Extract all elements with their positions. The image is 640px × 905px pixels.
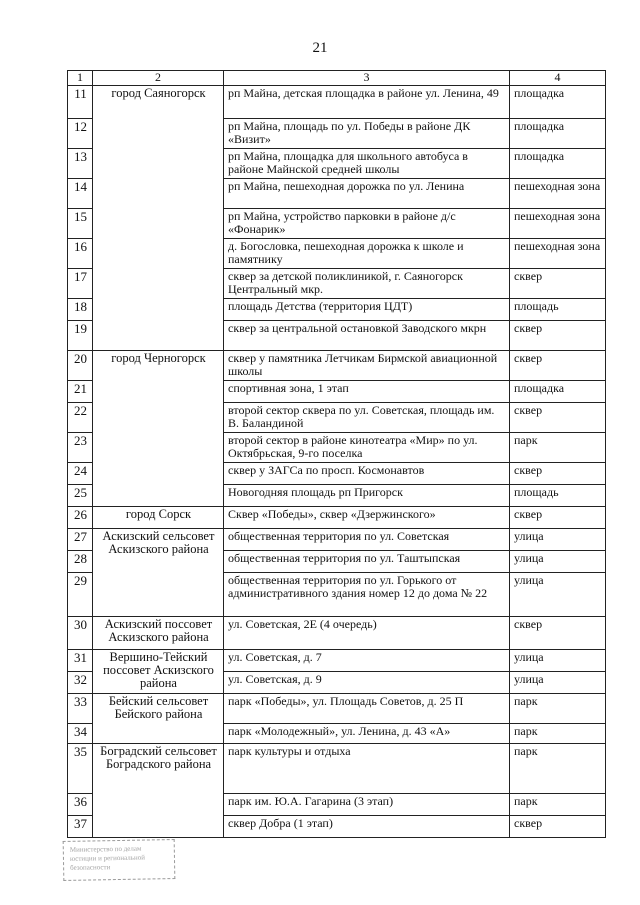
row-number: 15 (68, 209, 93, 239)
territory-type: улица (510, 551, 606, 573)
row-number: 32 (68, 672, 93, 694)
row-number: 28 (68, 551, 93, 573)
territory-type: сквер (510, 351, 606, 381)
territory-description: парк им. Ю.А. Гагарина (3 этап) (224, 794, 510, 816)
territory-description: общественная территория по ул. Советская (224, 529, 510, 551)
territory-type: сквер (510, 463, 606, 485)
table-row (68, 507, 606, 529)
locality-cell: Аскизский поссовет Аскизского района (93, 617, 224, 650)
territory-description: общественная территория по ул. Горького от административного здания номер 12 до дома № 22 (224, 573, 510, 617)
territory-type: пешеходная зона (510, 179, 606, 209)
column-header: 4 (510, 71, 606, 86)
table-row (68, 650, 606, 672)
row-number: 34 (68, 724, 93, 744)
territory-description: общественная территория по ул. Таштыпская (224, 551, 510, 573)
territory-description: рп Майна, пешеходная дорожка по ул. Ленина (224, 179, 510, 209)
row-number: 21 (68, 381, 93, 403)
row-number: 27 (68, 529, 93, 551)
territory-type: сквер (510, 507, 606, 529)
row-number: 16 (68, 239, 93, 269)
locality-cell: Вершино-Тейский поссовет Аскизского района (93, 650, 224, 694)
territory-type: парк (510, 433, 606, 463)
territory-type: парк (510, 694, 606, 724)
table-row (68, 694, 606, 724)
column-header: 2 (93, 71, 224, 86)
territory-description: сквер за центральной остановкой Заводского мкрн (224, 321, 510, 351)
territory-description: рп Майна, детская площадка в районе ул. Ленина, 49 (224, 86, 510, 119)
row-number: 31 (68, 650, 93, 672)
table-row (68, 617, 606, 650)
page-number: 21 (312, 40, 328, 56)
row-number: 33 (68, 694, 93, 724)
table-row (68, 744, 606, 794)
table-row (68, 351, 606, 381)
territory-type: улица (510, 573, 606, 617)
territory-type: площадка (510, 381, 606, 403)
row-number: 18 (68, 299, 93, 321)
row-number: 26 (68, 507, 93, 529)
territory-description: Сквер «Победы», сквер «Дзержинского» (224, 507, 510, 529)
row-number: 24 (68, 463, 93, 485)
row-number: 30 (68, 617, 93, 650)
table-header-row (68, 71, 606, 86)
locality-cell: Бейский сельсовет Бейского района (93, 694, 224, 744)
territory-type: парк (510, 724, 606, 744)
column-header: 1 (68, 71, 93, 86)
territory-type: сквер (510, 816, 606, 838)
row-number: 29 (68, 573, 93, 617)
locality-cell: город Черногорск (93, 351, 224, 507)
row-number: 17 (68, 269, 93, 299)
locality-cell: Аскизский сельсовет Аскизского района (93, 529, 224, 617)
territory-description: ул. Советская, д. 7 (224, 650, 510, 672)
locality-cell: город Сорск (93, 507, 224, 529)
territory-type: пешеходная зона (510, 209, 606, 239)
territory-description: сквер у ЗАГСа по просп. Космонавтов (224, 463, 510, 485)
row-number: 14 (68, 179, 93, 209)
territory-type: площадка (510, 86, 606, 119)
territory-description: сквер Добра (1 этап) (224, 816, 510, 838)
locality-cell: Боградский сельсовет Боградского района (93, 744, 224, 838)
territory-description: парк культуры и отдыха (224, 744, 510, 794)
territory-description: второй сектор в районе кинотеатра «Мир» по ул. Октябрьская, 9-го поселка (224, 433, 510, 463)
locality-cell: город Саяногорск (93, 86, 224, 351)
row-number: 12 (68, 119, 93, 149)
territory-description: рп Майна, площадка для школьного автобуса в районе Майнской средней школы (224, 149, 510, 179)
territory-type: площадка (510, 119, 606, 149)
territory-type: площадь (510, 485, 606, 507)
territory-description: рп Майна, площадь по ул. Победы в районе ДК «Визит» (224, 119, 510, 149)
territory-type: улица (510, 650, 606, 672)
territory-description: ул. Советская, д. 9 (224, 672, 510, 694)
row-number: 37 (68, 816, 93, 838)
territory-type: парк (510, 794, 606, 816)
column-header: 3 (224, 71, 510, 86)
territory-description: д. Богословка, пешеходная дорожка к школе и памятнику (224, 239, 510, 269)
row-number: 11 (68, 86, 93, 119)
official-stamp (63, 839, 176, 881)
stamp-line: юстиции и региональной (69, 853, 145, 863)
row-number: 36 (68, 794, 93, 816)
public-spaces-table (67, 70, 606, 838)
territory-description: площадь Детства (территория ЦДТ) (224, 299, 510, 321)
territory-description: парк «Победы», ул. Площадь Советов, д. 25 П (224, 694, 510, 724)
territory-type: площадь (510, 299, 606, 321)
stamp-line: Министерство по делам (69, 844, 142, 854)
table-row (68, 86, 606, 119)
territory-type: сквер (510, 321, 606, 351)
territory-description: Новогодняя площадь рп Пригорск (224, 485, 510, 507)
row-number: 25 (68, 485, 93, 507)
row-number: 35 (68, 744, 93, 794)
row-number: 23 (68, 433, 93, 463)
table-row (68, 529, 606, 551)
territory-type: пешеходная зона (510, 239, 606, 269)
territory-description: рп Майна, устройство парковки в районе д/с «Фонарик» (224, 209, 510, 239)
territory-type: сквер (510, 269, 606, 299)
row-number: 13 (68, 149, 93, 179)
stamp-line: безопасности (70, 863, 111, 872)
territory-description: сквер у памятника Летчикам Бирмской авиационной школы (224, 351, 510, 381)
territory-description: сквер за детской поликлиникой, г. Саяногорск Центральный мкр. (224, 269, 510, 299)
territory-description: ул. Советская, 2Е (4 очередь) (224, 617, 510, 650)
territory-type: парк (510, 744, 606, 794)
territory-type: улица (510, 672, 606, 694)
row-number: 20 (68, 351, 93, 381)
territory-description: парк «Молодежный», ул. Ленина, д. 43 «А» (224, 724, 510, 744)
territory-description: спортивная зона, 1 этап (224, 381, 510, 403)
territory-description: второй сектор сквера по ул. Советская, площадь им. В. Баландиной (224, 403, 510, 433)
territory-type: площадка (510, 149, 606, 179)
row-number: 22 (68, 403, 93, 433)
territory-type: сквер (510, 403, 606, 433)
row-number: 19 (68, 321, 93, 351)
territory-type: улица (510, 529, 606, 551)
territory-type: сквер (510, 617, 606, 650)
